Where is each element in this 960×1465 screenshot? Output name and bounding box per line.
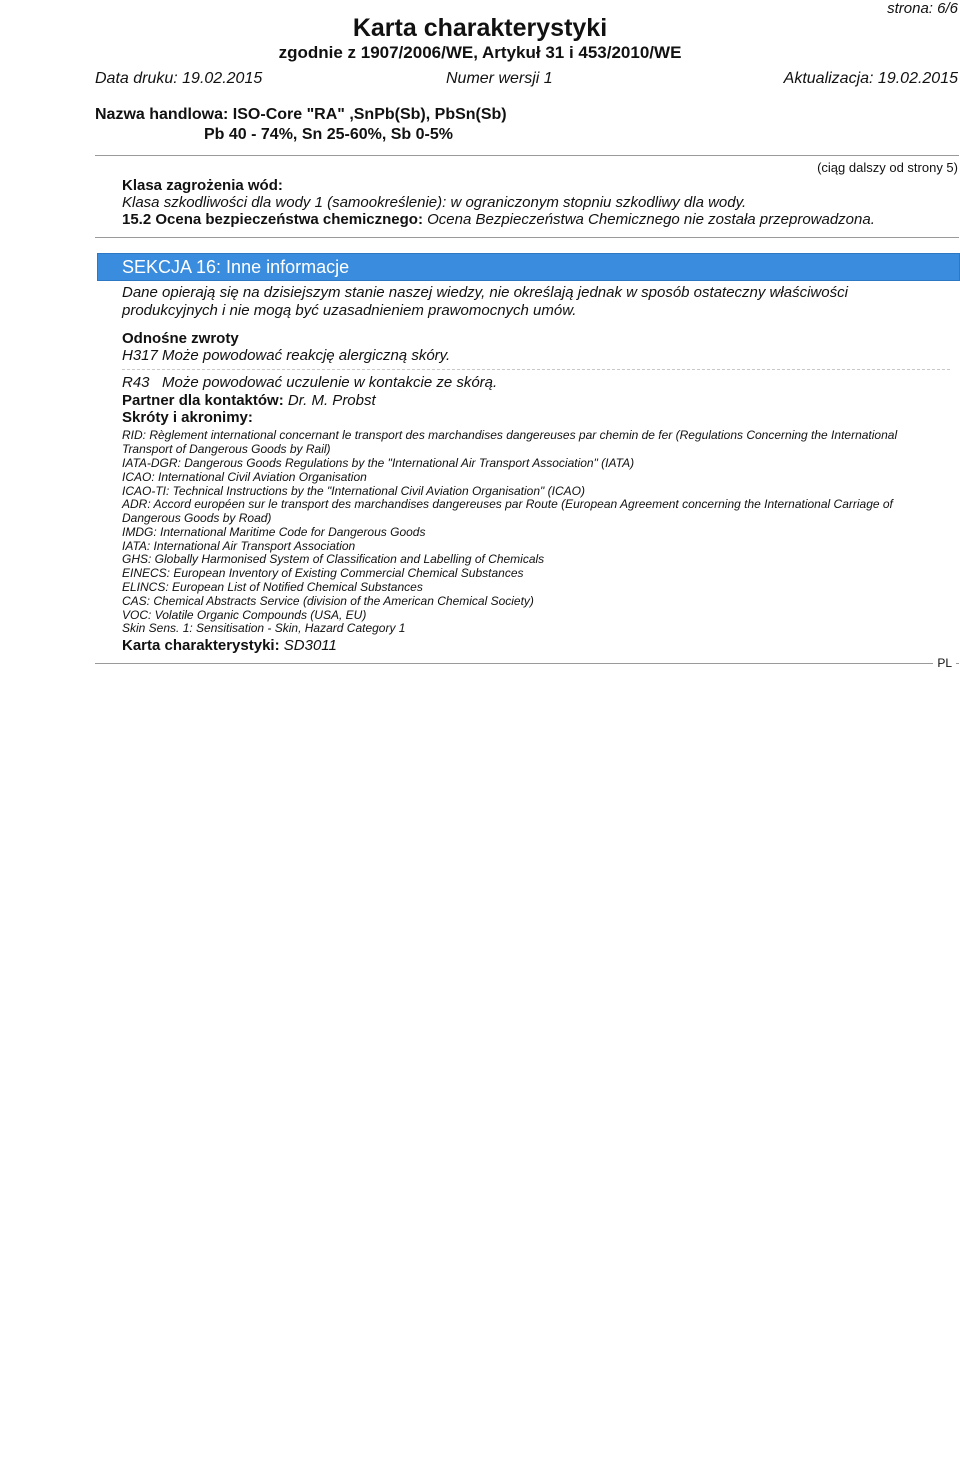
abbreviation-line: ADR: Accord européen sur le transport des marchandises dangereuses par Route (European Agreement concerning the International Carriage of	[122, 497, 893, 511]
chemical-safety-assessment	[122, 211, 875, 228]
abbreviations-label: Skróty i akronimy:	[122, 409, 253, 426]
version-number: Numer wersji 1	[446, 70, 553, 87]
csa-label: 15.2 Ocena bezpieczeństwa chemicznego:	[122, 211, 423, 228]
section-divider	[95, 237, 959, 238]
page-number: strona: 6/6	[887, 0, 958, 17]
sds-reference	[122, 637, 337, 654]
continued-note: (ciąg dalszy od strony 5)	[817, 160, 958, 175]
update-date: Aktualizacja: 19.02.2015	[783, 70, 958, 87]
header-divider	[95, 155, 959, 156]
h317-phrase: H317 Może powodować reakcję alergiczną skóry.	[122, 347, 451, 364]
phrase-separator	[122, 369, 950, 370]
abbreviation-line: IMDG: International Maritime Code for Dangerous Goods	[122, 525, 426, 539]
contact-label: Partner dla kontaktów:	[122, 392, 284, 409]
abbreviation-line: RID: Règlement international concernant le transport des marchandises dangereuses par chemin de fer (Regulations Concerning the International	[122, 428, 898, 442]
abbreviation-line: IATA-DGR: Dangerous Goods Regulations by the "International Air Transport Association" (IATA)	[122, 456, 635, 470]
print-date: Data druku: 19.02.2015	[95, 70, 263, 87]
csa-text: Ocena Bezpieczeństwa Chemicznego nie została przeprowadzona.	[427, 211, 875, 228]
trade-name-line-1: Nazwa handlowa: ISO-Core "RA" ,SnPb(Sb), PbSn(Sb)	[95, 106, 507, 123]
r43-phrase: R43 Może powodować uczulenie w kontakcie ze skórą.	[122, 374, 498, 391]
intro-line-2: produkcyjnych i nie mogą być uzasadnieniem prawomocnych umów.	[122, 302, 577, 319]
relevant-phrases-label: Odnośne zwroty	[122, 330, 239, 347]
sds-code: SD3011	[283, 637, 337, 654]
abbreviation-line: GHS: Globally Harmonised System of Classification and Labelling of Chemicals	[122, 552, 545, 566]
abbreviation-line: CAS: Chemical Abstracts Service (division of the American Chemical Society)	[122, 594, 534, 608]
trade-name-line-2: Pb 40 - 74%, Sn 25-60%, Sb 0-5%	[204, 126, 453, 143]
water-hazard-text: Klasa szkodliwości dla wody 1 (samookreślenie): w ograniczonym stopniu szkodliwy dla wody.	[122, 194, 747, 211]
abbreviation-line: Dangerous Goods by Road)	[122, 511, 272, 525]
contact-partner	[122, 392, 376, 409]
abbreviation-line: VOC: Volatile Organic Compounds (USA, EU)	[122, 608, 367, 622]
document-title: Karta charakterystyki	[352, 14, 608, 42]
language-code: PL	[933, 656, 956, 670]
document-subtitle: zgodnie z 1907/2006/WE, Artykuł 31 i 453/2010/WE	[278, 43, 682, 62]
section-16-heading-bar	[97, 253, 960, 281]
contact-name: Dr. M. Probst	[287, 392, 376, 409]
abbreviation-line: Skin Sens. 1: Sensitisation - Skin, Hazard Category 1	[122, 621, 406, 635]
abbreviation-line: Transport of Dangerous Goods by Rail)	[122, 442, 331, 456]
abbreviation-line: ICAO: International Civil Aviation Organisation	[122, 470, 367, 484]
abbreviation-line: IATA: International Air Transport Association	[122, 539, 356, 553]
abbreviation-line: ELINCS: European List of Notified Chemical Substances	[122, 580, 423, 594]
section-16-heading: SEKCJA 16: Inne informacje	[122, 257, 350, 277]
abbreviation-line: EINECS: European Inventory of Existing Commercial Chemical Substances	[122, 566, 524, 580]
water-hazard-label: Klasa zagrożenia wód:	[122, 177, 283, 194]
intro-line-1: Dane opierają się na dzisiejszym stanie naszej wiedzy, nie określają jednak w sposób ostateczny właściwości	[122, 284, 848, 301]
footer-divider	[95, 663, 959, 664]
sds-label: Karta charakterystyki:	[122, 637, 280, 654]
abbreviation-line: ICAO-TI: Technical Instructions by the "International Civil Aviation Organisation" (ICAO)	[122, 484, 585, 498]
